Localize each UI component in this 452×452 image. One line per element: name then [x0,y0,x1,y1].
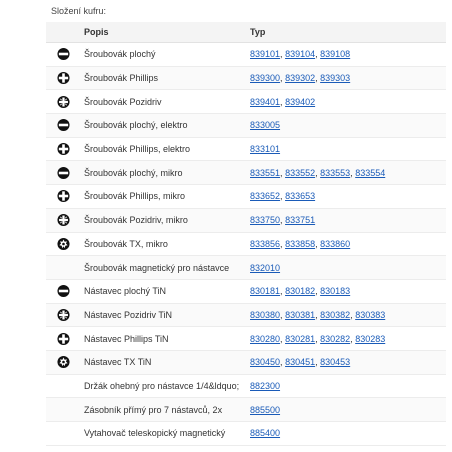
row-type-links: 833652, 833653 [250,191,316,202]
row-description: Zásobník přímý pro 7 nástavců, 2x [84,404,223,415]
type-link[interactable]: 833653 [285,191,316,202]
torx-head-icon [57,237,70,250]
row-type-links: 830380, 830381, 830382, 830383 [250,309,386,320]
type-link[interactable]: 885500 [250,404,281,415]
table-row [46,90,446,114]
column-header-popis: Popis [84,27,109,37]
table-row [46,351,446,375]
pozidriv-head-icon [57,308,70,321]
flat-head-icon [57,166,70,179]
type-link[interactable]: 839303 [320,73,351,84]
type-link[interactable]: 885400 [250,428,281,439]
row-type-links: 833551, 833552, 833553, 833554 [250,167,386,178]
phillips-head-icon [57,143,70,156]
pozidriv-head-icon [57,214,70,227]
flat-head-icon [57,285,70,298]
type-link[interactable]: 830283 [355,333,386,344]
type-link[interactable]: 830382 [320,309,351,320]
flat-head-icon [57,119,70,132]
table-row [46,161,446,185]
row-description: Vytahovač teleskopický magnetický [84,428,226,439]
table-row [46,114,446,138]
table-row [46,280,446,304]
type-link[interactable]: 833652 [250,191,281,202]
type-link[interactable]: 830183 [320,286,351,297]
row-description: Šroubovák plochý, elektro [84,120,188,131]
row-type-links: 839401, 839402 [250,96,316,107]
table-row [46,398,446,422]
type-link[interactable]: 833750 [250,215,281,226]
row-type-links [250,263,280,273]
type-link[interactable]: 830383 [355,309,386,320]
table-row [46,375,446,399]
row-description: Držák ohebný pro nástavce 1/4&ldquo; [84,380,240,391]
flat-head-icon [57,48,70,61]
type-link[interactable]: 833553 [320,167,351,178]
table-row [46,138,446,162]
row-type-links: 839101, 839104, 839108 [250,49,351,60]
type-link[interactable]: 830282 [320,333,351,344]
type-link[interactable]: 830450 [250,357,281,368]
type-link[interactable]: 833860 [320,238,351,249]
type-link[interactable]: 882300 [250,380,281,391]
column-header-typ: Typ [250,27,266,37]
table-header [46,22,446,43]
type-link[interactable]: 833751 [285,215,316,226]
table-row [46,256,446,280]
type-link[interactable]: 839402 [285,96,316,107]
row-type-links: 833750, 833751 [250,215,316,226]
row-description: Šroubovák Phillips, elektro [84,144,191,155]
type-link[interactable]: 839300 [250,73,281,84]
type-link[interactable]: 839101 [250,49,281,60]
type-link[interactable]: 839302 [285,73,316,84]
row-type-links [250,428,280,438]
row-description: Šroubovák TX, mikro [84,238,168,249]
table-row [46,327,446,351]
row-description: Šroubovák plochý, mikro [84,167,183,178]
row-description: Šroubovák Phillips, mikro [84,191,186,202]
table-row [46,185,446,209]
page-caption: Složení kufru: [51,6,107,16]
row-description: Nástavec Phillips TiN [84,333,169,344]
type-link[interactable]: 839401 [250,96,281,107]
row-description: Šroubovák Pozidriv, mikro [84,215,188,226]
table-row [46,43,446,67]
row-type-links: 833856, 833858, 833860 [250,238,351,249]
type-link[interactable]: 833856 [250,238,281,249]
table-row [46,209,446,233]
type-link[interactable]: 830451 [285,357,316,368]
table-row [46,67,446,91]
table-row [46,233,446,257]
row-description: Nástavec plochý TiN [84,286,167,297]
type-link[interactable]: 833551 [250,167,281,178]
phillips-head-icon [57,72,70,85]
row-type-links [250,381,280,391]
row-type-links [250,144,280,154]
row-type-links: 830181, 830182, 830183 [250,286,351,297]
row-description: Šroubovák magnetický pro nástavce [84,262,230,273]
phillips-head-icon [57,332,70,345]
row-description: Nástavec TX TiN [84,357,152,368]
row-description: Šroubovák Pozidriv [84,96,162,107]
type-link[interactable]: 832010 [250,262,281,273]
type-link[interactable]: 833858 [285,238,316,249]
type-link[interactable]: 839108 [320,49,351,60]
table-row [46,422,446,446]
type-link[interactable]: 833552 [285,167,316,178]
type-link[interactable]: 830181 [250,286,281,297]
row-type-links: 830450, 830451, 830453 [250,357,351,368]
type-link[interactable]: 830280 [250,333,281,344]
row-description: Šroubovák plochý [84,49,156,60]
table-body [46,43,446,446]
phillips-head-icon [57,190,70,203]
type-link[interactable]: 839104 [285,49,316,60]
row-type-links [250,405,280,415]
composition-table [46,22,446,446]
table-row [46,304,446,328]
type-link[interactable]: 830281 [285,333,316,344]
row-type-links: 830280, 830281, 830282, 830283 [250,333,386,344]
type-link[interactable]: 830182 [285,286,316,297]
type-link[interactable]: 830381 [285,309,316,320]
type-link[interactable]: 833005 [250,120,281,131]
type-link[interactable]: 833101 [250,144,281,155]
type-link[interactable]: 830453 [320,357,351,368]
type-link[interactable]: 833554 [355,167,386,178]
torx-head-icon [57,356,70,369]
row-type-links: 839300, 839302, 839303 [250,73,351,84]
type-link[interactable]: 830380 [250,309,281,320]
pozidriv-head-icon [57,95,70,108]
row-description: Nástavec Pozidriv TiN [84,309,173,320]
row-description: Šroubovák Phillips [84,73,159,84]
row-type-links [250,120,280,130]
